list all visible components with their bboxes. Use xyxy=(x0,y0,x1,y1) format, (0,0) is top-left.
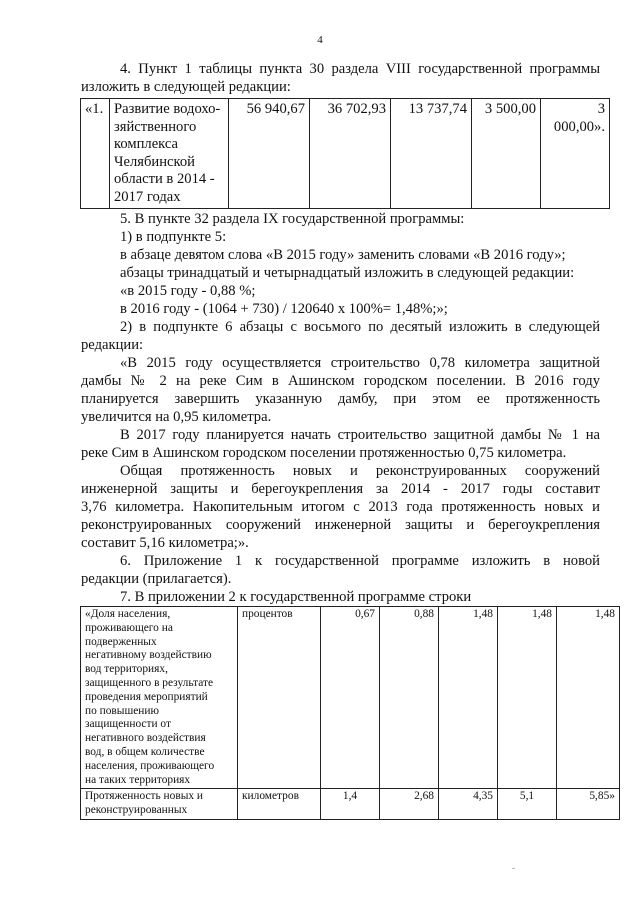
value-cell: 2,68 xyxy=(380,789,439,820)
body-line: «в 2015 году - 0,88 %; xyxy=(120,283,256,299)
name-line: зяйственного xyxy=(114,118,197,135)
value-cell: 13 737,74 xyxy=(391,99,472,209)
body-line: 6. Приложение 1 к государственной программе изложить в новой xyxy=(120,553,600,569)
value-cell: 56 940,67 xyxy=(229,99,310,209)
name-line: проживающего на xyxy=(85,621,173,634)
name-line: населения, проживающего xyxy=(85,759,215,772)
body-line: реке Сим в Ашинском городском поселении протяженностью 0,75 километра. xyxy=(81,445,567,461)
body-line: редакции: xyxy=(81,337,144,353)
body-line: реконструированных сооружений инженерной защиты и берегоукрепления xyxy=(81,517,600,533)
indicator-name xyxy=(81,789,238,820)
value-cell: 5,85» xyxy=(557,789,620,820)
name-line: вод территориях, xyxy=(85,663,168,676)
body-line: 3,76 километра. Накопительным итогом с 2013 года протяженность новых и xyxy=(81,499,600,515)
value-cell: 3 500,00 xyxy=(472,99,541,209)
body-line: инженерной защиты и берегоукрепления за 2014 - 2017 годы составит xyxy=(81,481,600,497)
unit-cell: километров xyxy=(238,789,321,820)
page-number: 4 xyxy=(317,34,323,46)
body-line: 5. В пункте 32 раздела IX государственной программы: xyxy=(120,211,465,227)
value-cell: 1,48 xyxy=(557,607,620,789)
table-row xyxy=(81,789,620,820)
scan-speck xyxy=(512,868,515,869)
program-name xyxy=(110,99,229,209)
value-cell: 4,35 xyxy=(439,789,498,820)
body-line: В 2017 году планируется начать строительство защитной дамбы № 1 на xyxy=(120,427,600,443)
body-line: Общая протяженность новых и реконструированных сооружений xyxy=(120,463,600,479)
body-line: редакции (прилагается). xyxy=(81,571,232,587)
value-cell: 36 702,93 xyxy=(310,99,391,209)
para4-line2: изложить в следующей редакции: xyxy=(81,79,291,95)
value-cell: 3 000,00». xyxy=(541,99,610,209)
name-line: защищенного в результате xyxy=(85,676,213,689)
body-line: «В 2015 году осуществляется строительство 0,78 километра защитной xyxy=(120,355,600,371)
name-line: «Доля населения, xyxy=(85,608,171,620)
program-table xyxy=(80,98,610,209)
table-row xyxy=(81,607,620,789)
indicator-name xyxy=(81,607,238,789)
name-line: на таких территориях xyxy=(85,773,191,786)
value-cell: 1,4 xyxy=(321,789,380,820)
name-line: комплекса xyxy=(114,136,179,152)
name-line: 2017 годах xyxy=(114,188,181,205)
body-line: 1) в подпункте 5: xyxy=(120,229,227,245)
name-line: подверженных xyxy=(85,635,157,648)
body-line: 2) в подпункте 6 абзацы с восьмого по десятый изложить в следующей xyxy=(120,319,600,335)
value-cell: 0,88 xyxy=(380,607,439,789)
name-line: вод, в общем количестве xyxy=(85,745,205,758)
body-line: в абзаце девятом слова «В 2015 году» заменить словами «В 2016 году»; xyxy=(120,247,566,263)
indicators-table xyxy=(80,606,620,820)
unit-cell: процентов xyxy=(238,607,321,789)
name-line: Развитие водохо- xyxy=(114,101,221,117)
name-line: негативного воздействия xyxy=(85,732,206,745)
value-cell: 1,48 xyxy=(439,607,498,789)
body-line: в 2016 году - (1064 + 730) / 120640 х 100%= 1,48%;»; xyxy=(120,301,448,317)
name-line: по повышению xyxy=(85,704,159,717)
name-line: Челябинской xyxy=(114,153,195,170)
body-line: составит 5,16 километра;». xyxy=(81,535,249,551)
name-line: негативному воздействию xyxy=(85,649,212,662)
value-cell: 0,67 xyxy=(321,607,380,789)
body-line: 7. В приложении 2 к государственной программе строки xyxy=(120,589,472,605)
para4-line1: 4. Пункт 1 таблицы пункта 30 раздела VIII государственной программы xyxy=(120,61,600,77)
body-line: дамбы № 2 на реке Сим в Ашинском городском поселении. В 2016 году xyxy=(81,373,600,389)
name-line: защищенности от xyxy=(85,718,171,731)
body-line: увеличится на 0,95 километра. xyxy=(81,409,272,425)
name-line: проведения мероприятий xyxy=(85,690,208,703)
value-cell: 5,1 xyxy=(498,789,557,820)
body-line: абзацы тринадцатый и четырнадцатый изложить в следующей редакции: xyxy=(120,265,575,281)
name-line: реконструированных xyxy=(85,804,188,817)
row-number: «1. xyxy=(81,99,110,209)
value-cell: 1,48 xyxy=(498,607,557,789)
body-line: планируется завершить указанную дамбу, при этом ее протяженность xyxy=(81,391,600,407)
name-line: Протяженность новых и xyxy=(85,790,204,803)
table-row xyxy=(81,99,610,209)
name-line: области в 2014 - xyxy=(114,171,215,187)
